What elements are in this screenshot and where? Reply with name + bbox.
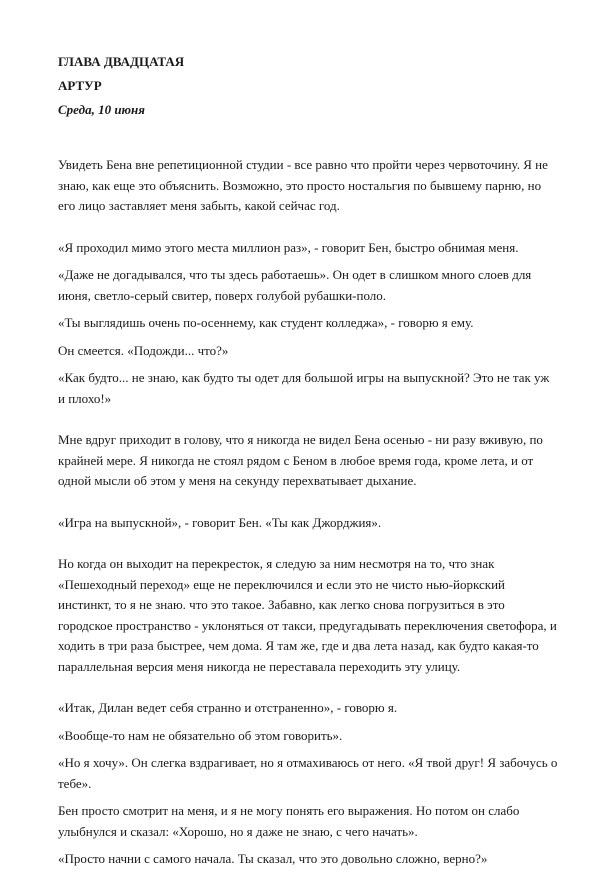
paragraph: Бен просто смотрит на меня, и я не могу понять его выражения. Но потом он слабо улыбнулся и сказал: «Хорошо, но я даже не знаю, с чего начать». bbox=[58, 803, 520, 839]
paragraph: «Вообще-то нам не обязательно об этом говорить». bbox=[58, 727, 343, 743]
paragraph: Мне вдруг приходит в голову, что я никогда не видел Бена осенью - ни разу вживую, по крайней мере. Я никогда не стоял рядом с Беном в любое время года, кроме лета, и от одной мысли об этом у меня на секунду перехватывает дыхание. bbox=[58, 432, 543, 488]
paragraph: «Ты выглядишь очень по-осеннему, как студент колледжа», - говорю я ему. bbox=[58, 315, 474, 330]
paragraph: Увидеть Бена вне репетиционной студии - все равно что пройти через червоточину. Я не знаю, как еще это объяснить. Возможно, это просто ностальгия по бывшему парню, но его лицо заставляет меня забыть, какой сейчас год. bbox=[58, 157, 548, 213]
document-page bbox=[58, 54, 558, 870]
paragraph: Но когда он выходит на перекресток, я следую за ним несмотря на то, что знак «Пешеходный переход» еще не переключился и если это не чисто нью-йоркский инстинкт, то я не знаю. что это такое. Забавно, как легко снова погрузиться в это городское пространство - уклоняться от такси, предугадывать переключения светофора, и ходить в три раза быстрее, чем дома. Я там же, где и два лета назад, как будто какая-то параллельная версия меня никогда не переставала переходить эту улицу. bbox=[58, 556, 557, 674]
paragraph: «Но я хочу». Он слегка вздрагивает, но я отмахиваюсь от него. «Я твой друг! Я забочусь о тебе». bbox=[58, 755, 558, 791]
paragraph: Он смеется. «Подожди... что?» bbox=[58, 342, 229, 358]
chapter-date: Среда, 10 июня bbox=[58, 102, 145, 117]
paragraph: «Просто начни с самого начала. Ты сказал, что это довольно сложно, верно?» bbox=[58, 851, 488, 866]
paragraph: «Я проходил мимо этого места миллион раз», - говорит Бен, быстро обнимая меня. bbox=[58, 239, 519, 255]
chapter-narrator: АРТУР bbox=[58, 78, 102, 93]
paragraph: «Итак, Дилан ведет себя странно и отстраненно», - говорю я. bbox=[58, 700, 398, 715]
paragraph: «Игра на выпускной», - говорит Бен. «Ты как Джорджия». bbox=[58, 514, 382, 530]
paragraph: «Как будто... не знаю, как будто ты одет для большой игры на выпускной? Это не так уж и плохо!» bbox=[58, 370, 550, 406]
paragraph: «Даже не догадывался, что ты здесь работаешь». Он одет в слишком много слоев для июня, светло-серый свитер, поверх голубой рубашки-поло. bbox=[58, 267, 532, 303]
chapter-title: ГЛАВА ДВАДЦАТАЯ bbox=[58, 54, 185, 69]
